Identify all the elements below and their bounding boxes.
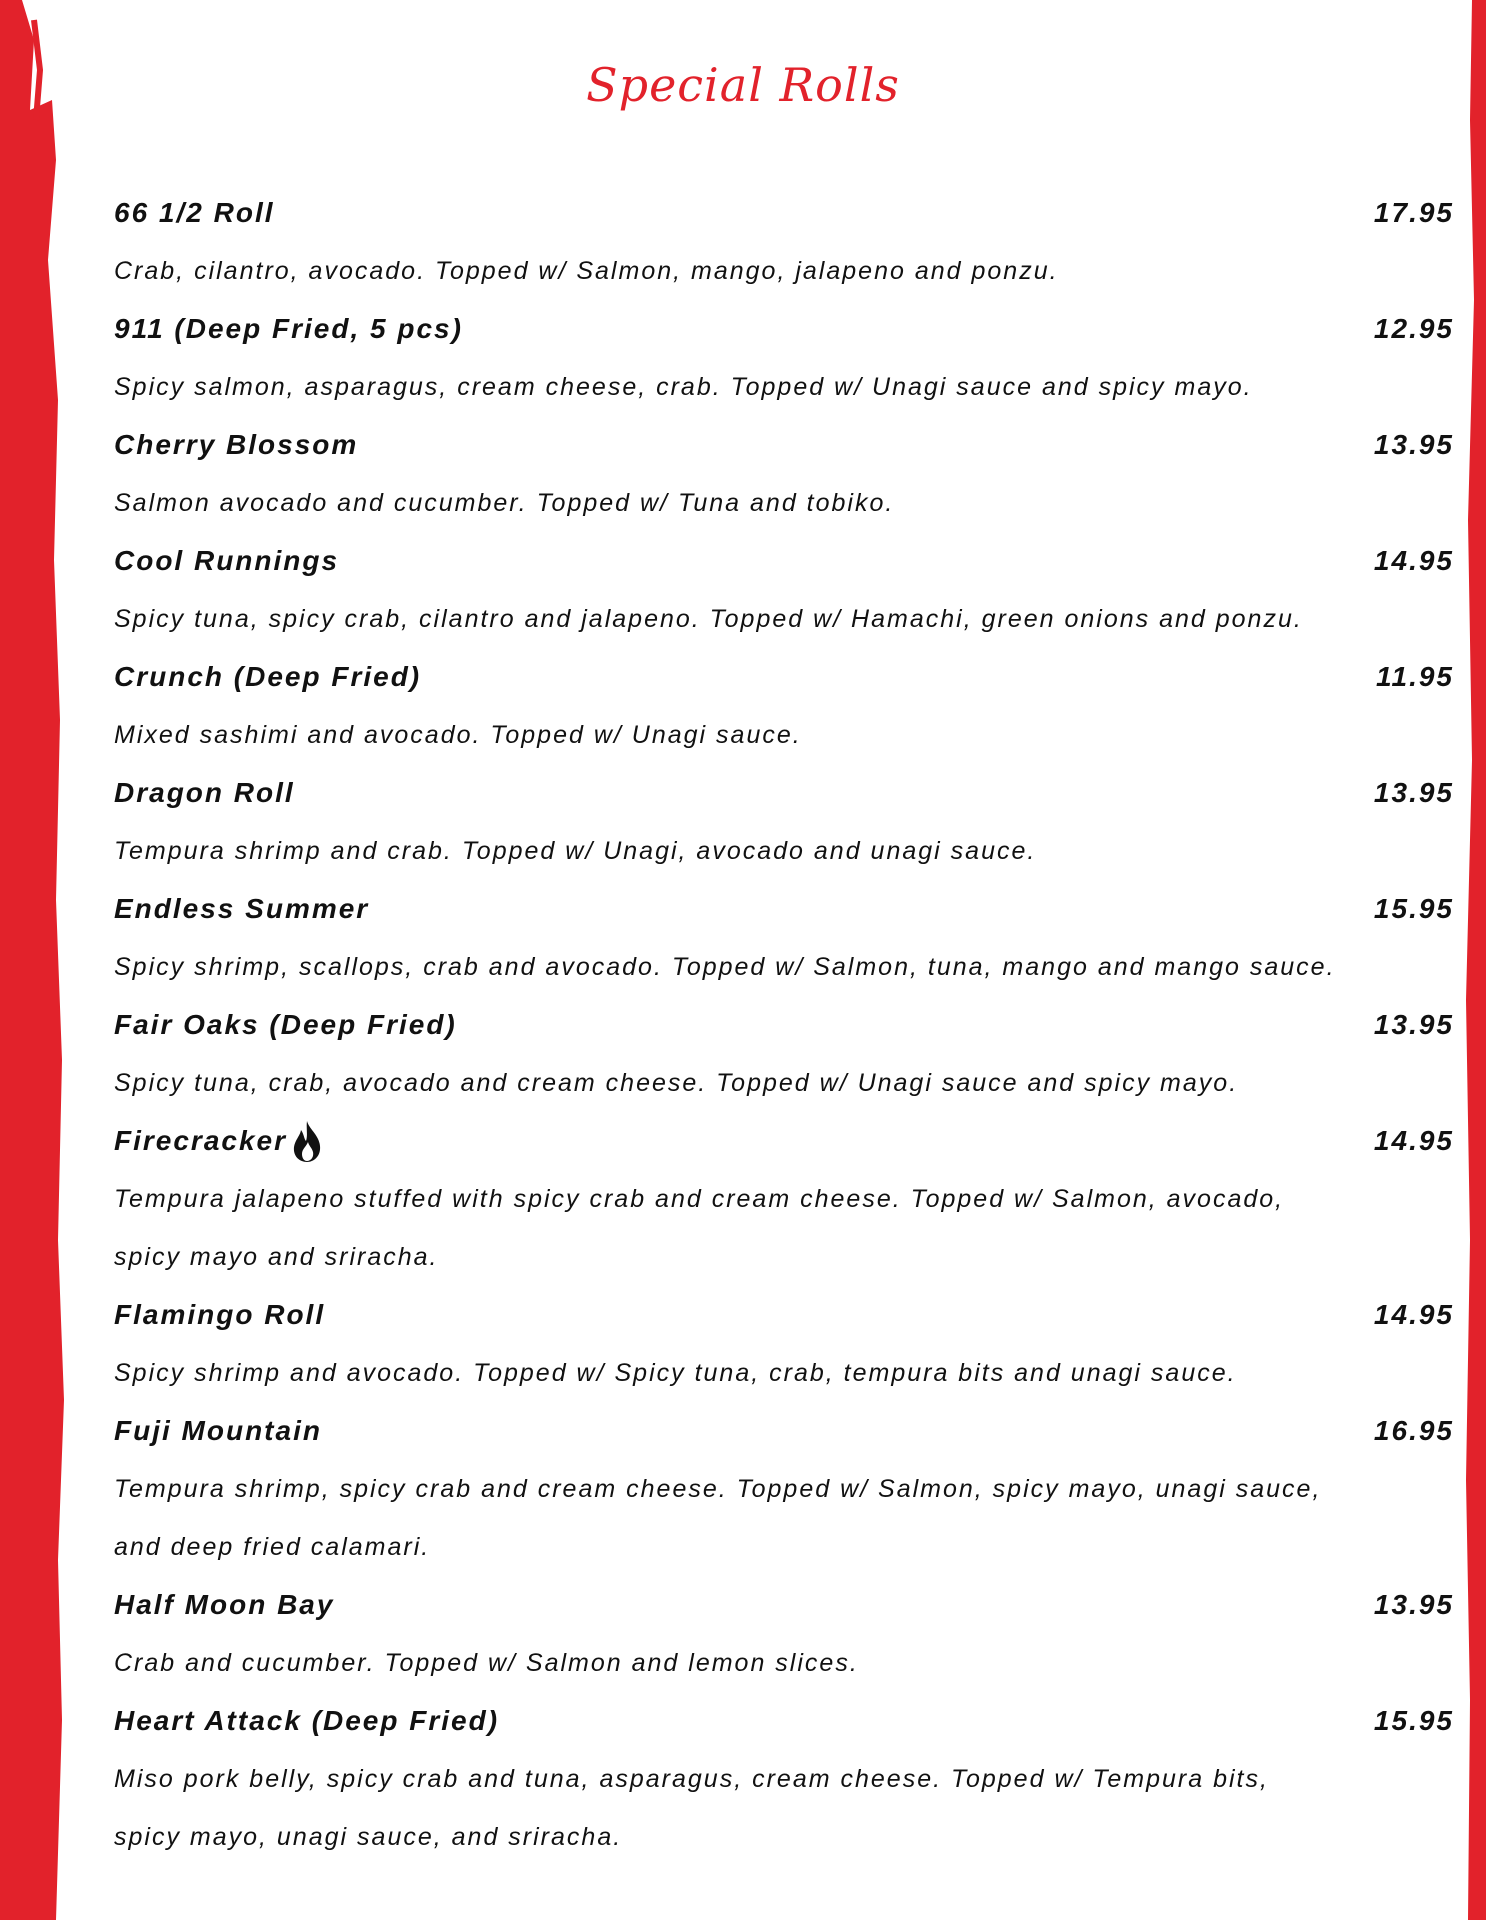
menu-item (114, 1692, 1454, 1866)
menu-item-name-text: Cool Runnings (114, 545, 340, 576)
menu-item-name-text: Flamingo Roll (114, 1299, 326, 1330)
menu-item-header (114, 648, 1454, 706)
menu-item-description: Miso pork belly, spicy crab and tuna, asparagus, cream cheese. Topped w/ Tempura bits, spicy mayo, unagi sauce, and sriracha. (114, 1765, 1269, 1851)
menu-item (114, 532, 1454, 648)
menu-item (114, 184, 1454, 300)
menu-item-name (114, 429, 358, 461)
menu-item-header (114, 880, 1454, 938)
menu-item-price: 12.95 (1373, 313, 1454, 344)
menu-item-name-text: Firecracker (114, 1125, 288, 1156)
menu-item (114, 1402, 1454, 1576)
menu-item-name (114, 1299, 325, 1331)
menu-item (114, 300, 1454, 416)
menu-item-name (114, 313, 463, 345)
red-brush-stroke-right (1460, 0, 1486, 1920)
menu-item (114, 880, 1454, 996)
menu-item-price: 14.95 (1373, 545, 1454, 576)
menu-item-name (114, 545, 339, 577)
menu-item-name-text: Endless Summer (114, 893, 370, 924)
red-brush-stroke-left (0, 0, 70, 1920)
menu-item-price: 13.95 (1373, 1589, 1454, 1620)
menu-item-name (114, 661, 421, 693)
menu-item-header (114, 416, 1454, 474)
page-title: Special Rolls (586, 58, 900, 112)
menu-item-name-text: 66 1/2 Roll (114, 197, 275, 228)
menu-item-header (114, 996, 1454, 1054)
menu-item-name (114, 1589, 334, 1621)
menu-item-name-text: 911 (Deep Fried, 5 pcs) (114, 313, 463, 344)
menu-item-header (114, 300, 1454, 358)
menu-item-description: Tempura shrimp and crab. Topped w/ Unagi, avocado and unagi sauce. (114, 837, 1037, 865)
menu-item-description: Crab, cilantro, avocado. Topped w/ Salmon, mango, jalapeno and ponzu. (114, 257, 1059, 285)
menu-item-price: 14.95 (1373, 1299, 1454, 1330)
menu-item-name-text: Heart Attack (Deep Fried) (114, 1705, 500, 1736)
menu-item (114, 1286, 1454, 1402)
menu-item-description: Spicy shrimp, scallops, crab and avocado. Topped w/ Salmon, tuna, mango and mango sauce. (114, 953, 1336, 981)
menu-item-header (114, 1112, 1454, 1170)
menu-item-description: Spicy tuna, crab, avocado and cream cheese. Topped w/ Unagi sauce and spicy mayo. (114, 1069, 1239, 1097)
menu-item-name-text: Crunch (Deep Fried) (114, 661, 422, 692)
menu-item (114, 996, 1454, 1112)
menu-item-header (114, 184, 1454, 242)
menu-list (114, 184, 1454, 1866)
menu-item-description: Tempura shrimp, spicy crab and cream cheese. Topped w/ Salmon, spicy mayo, unagi sauce, and deep fried calamari. (114, 1475, 1322, 1561)
menu-item (114, 1112, 1454, 1286)
menu-item-name-text: Dragon Roll (114, 777, 295, 808)
menu-item-header (114, 1286, 1454, 1344)
menu-item-name-text: Cherry Blossom (114, 429, 359, 460)
menu-item (114, 648, 1454, 764)
menu-item-price: 17.95 (1373, 197, 1454, 228)
menu-item-header (114, 1576, 1454, 1634)
flame-icon (289, 1119, 325, 1163)
menu-item-name-text: Fair Oaks (Deep Fried) (114, 1009, 457, 1040)
menu-item-description: Spicy shrimp and avocado. Topped w/ Spicy tuna, crab, tempura bits and unagi sauce. (114, 1359, 1237, 1387)
menu-item (114, 1576, 1454, 1692)
menu-item-name (114, 1009, 457, 1041)
menu-item-description: Tempura jalapeno stuffed with spicy crab and cream cheese. Topped w/ Salmon, avocado, spicy mayo and sriracha. (114, 1185, 1285, 1271)
menu-item-price: 15.95 (1373, 1705, 1454, 1736)
menu-item-price: 13.95 (1373, 1009, 1454, 1040)
menu-item-name-text: Fuji Mountain (114, 1415, 322, 1446)
menu-item-name (114, 893, 369, 925)
menu-item-name (114, 1415, 322, 1447)
menu-item-description: Mixed sashimi and avocado. Topped w/ Unagi sauce. (114, 721, 802, 749)
menu-item-header (114, 1692, 1454, 1750)
menu-item-price: 13.95 (1373, 429, 1454, 460)
menu-item-header (114, 764, 1454, 822)
menu-item-price: 15.95 (1373, 893, 1454, 924)
menu-item (114, 416, 1454, 532)
menu-item-price: 13.95 (1373, 777, 1454, 808)
menu-item-name (114, 1119, 325, 1163)
menu-item-description: Spicy salmon, asparagus, cream cheese, crab. Topped w/ Unagi sauce and spicy mayo. (114, 373, 1253, 401)
menu-item-header (114, 1402, 1454, 1460)
menu-item-description: Salmon avocado and cucumber. Topped w/ Tuna and tobiko. (114, 489, 895, 517)
menu-item-description: Spicy tuna, spicy crab, cilantro and jalapeno. Topped w/ Hamachi, green onions and ponzu. (114, 605, 1303, 633)
menu-item-price: 11.95 (1376, 661, 1454, 692)
menu-item (114, 764, 1454, 880)
menu-item-price: 14.95 (1373, 1125, 1454, 1156)
menu-item-header (114, 532, 1454, 590)
menu-item-name (114, 197, 275, 229)
menu-item-name (114, 1705, 499, 1737)
menu-item-description: Crab and cucumber. Topped w/ Salmon and lemon slices. (114, 1649, 859, 1677)
menu-item-price: 16.95 (1373, 1415, 1454, 1446)
menu-item-name (114, 777, 295, 809)
menu-item-name-text: Half Moon Bay (114, 1589, 335, 1620)
